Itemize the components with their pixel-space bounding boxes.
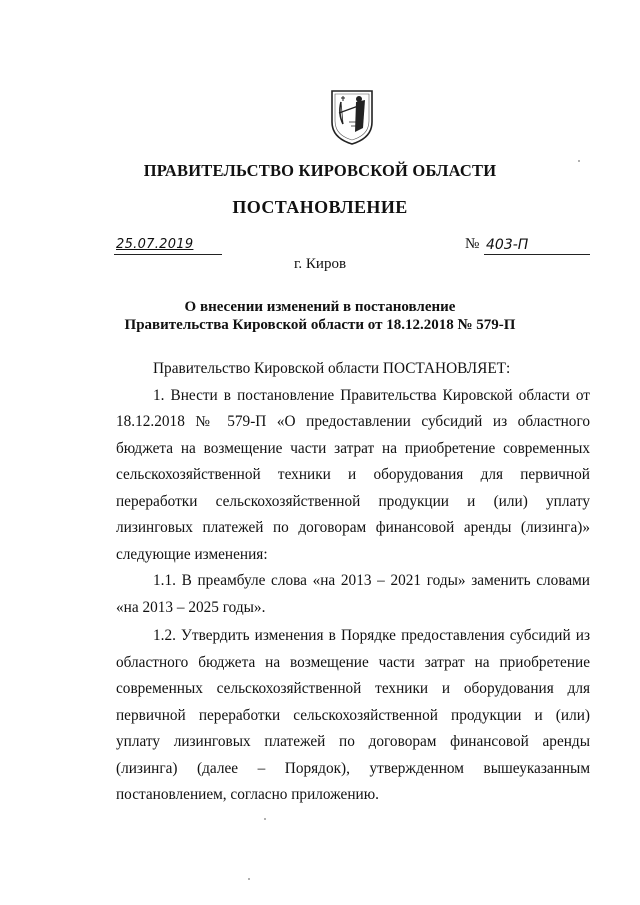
document-number: 403-П (484, 236, 590, 255)
scan-speck (248, 878, 250, 880)
document-subject (0, 298, 640, 334)
document-body (116, 356, 590, 809)
city-line: г. Киров (293, 256, 347, 272)
scan-speck (578, 160, 580, 162)
subject-line-1: О внесении изменений в постановление (184, 299, 456, 315)
paragraph-1: 1. Внести в постановление Правительства Кировской области от 18.12.2018 № 579-П «О предоставлении субсидий из областного бюджета на возмещение части затрат на приобретение современных сельскохозяйственной техники и оборудования для первичной переработки сельскохозяйственной продукции и (или) уплату лизинговых платежей по договорам финансовой аренды (лизинга)» следующие изменения: (116, 386, 590, 563)
scan-speck (264, 818, 266, 820)
resolution-preamble: Правительство Кировской области ПОСТАНОВЛЯЕТ: (153, 360, 511, 377)
paragraph-1-1: 1.1. В преамбуле слова «на 2013 – 2021 годы» заменить словами «на 2013 – 2025 годы». (116, 572, 590, 616)
document-date: 25.07.2019 (114, 236, 222, 255)
paragraph-1-2: 1.2. Утвердить изменения в Порядке предоставления субсидий из областного бюджета на возмещение части затрат на приобретение современных сельскохозяйственной техники и оборудования для первичной переработки сельскохозяйственной продукции и (или) уплату лизинговых платежей по договорам финансовой аренды (лизинга) (далее – Порядок), утвержденном вышеуказанным постановлением, согласно приложению. (116, 627, 590, 803)
subject-line-2: Правительства Кировской области от 18.12.2018 № 579-П (124, 317, 516, 333)
document-type: ПОСТАНОВЛЕНИЕ (232, 197, 408, 217)
coat-of-arms-icon (329, 88, 375, 146)
government-title: ПРАВИТЕЛЬСТВО КИРОВСКОЙ ОБЛАСТИ (143, 161, 497, 180)
number-label: № (465, 236, 480, 252)
